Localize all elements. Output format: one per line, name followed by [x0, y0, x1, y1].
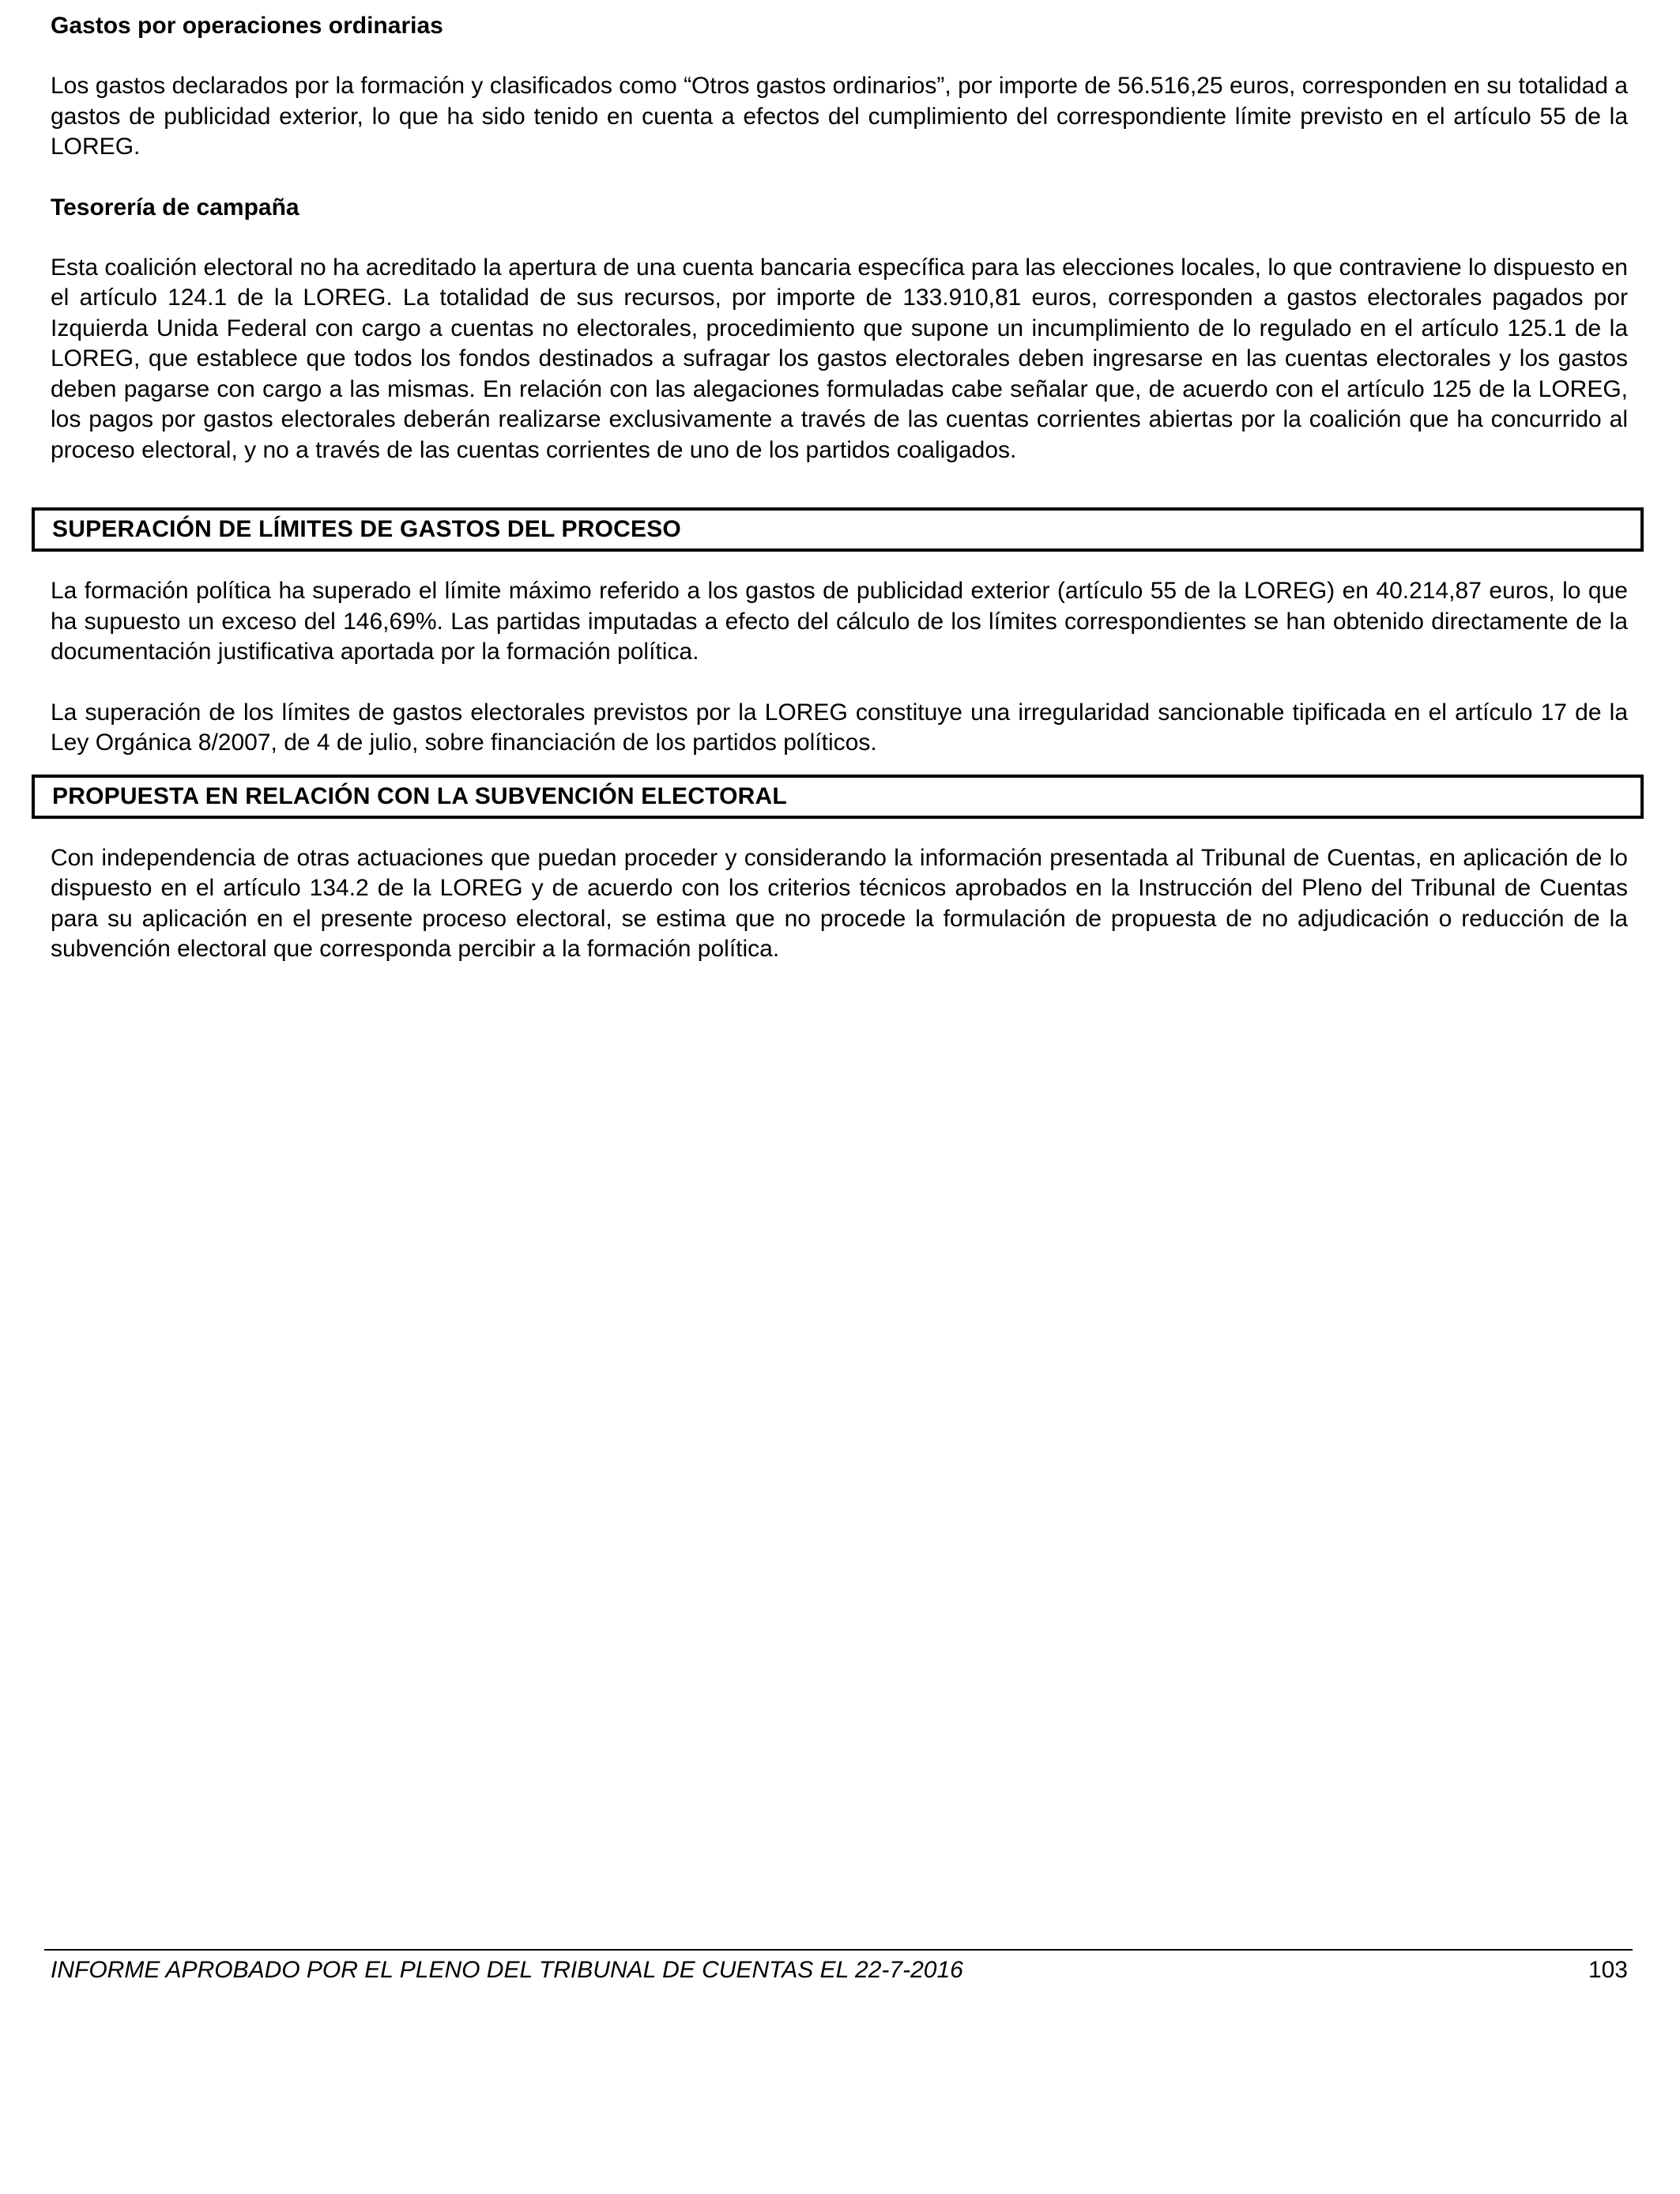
- spacer: [51, 552, 1628, 576]
- page-footer: [44, 1949, 1633, 1984]
- paragraph-propuesta: Con independencia de otras actuaciones que puedan proceder y considerando la información presentada al Tribunal de Cuentas, en aplicación de lo dispuesto en el artículo 134.2 de la LOREG y de acuerdo con los criterios técnicos aprobados en la Instrucción del Pleno del Tribunal de Cuentas para su aplicación en el presente proceso electoral, se estima que no procede la formulación de propuesta de no adjudicación o reducción de la subvención electoral que corresponda percibir a la formación política.: [51, 844, 1628, 962]
- footer-report-text: INFORME APROBADO POR EL PLENO DEL TRIBUNAL DE CUENTAS EL 22-7-2016: [51, 1957, 963, 1983]
- page-content: [51, 11, 1628, 965]
- paragraph-gastos-ordinarios: Los gastos declarados por la formación y clasificados como “Otros gastos ordinarios”, por importe de 56.516,25 euros, corresponden en su totalidad a gastos de publicidad exterior, lo que ha sido tenido en cuenta a efectos del cumplimiento del correspondiente límite previsto en el artículo 55 de la LOREG.: [51, 73, 1628, 160]
- section-box-propuesta: [32, 775, 1644, 819]
- section-title-limites: SUPERACIÓN DE LÍMITES DE GASTOS DEL PROCESO: [52, 516, 681, 542]
- paragraph-limites-1: La formación política ha superado el límite máximo referido a los gastos de publicidad exterior (artículo 55 de la LOREG) en 40.214,87 euros, lo que ha supuesto un exceso del 146,69%. Las partidas imputadas a efecto del cálculo de los límites correspondientes se han obtenido directamente de la documentación justificativa aportada por la formación política.: [51, 578, 1628, 665]
- section-box-limites: [32, 507, 1644, 552]
- spacer: [51, 759, 1628, 775]
- paragraph-limites-2: La superación de los límites de gastos electorales previstos por la LOREG constituye una irregularidad sancionable tipificada en el artículo 17 de la Ley Orgánica 8/2007, de 4 de julio, sobre financiación de los partidos políticos.: [51, 699, 1628, 756]
- heading-gastos-ordinarios: Gastos por operaciones ordinarias: [51, 13, 443, 39]
- paragraph-tesoreria: Esta coalición electoral no ha acreditado la apertura de una cuenta bancaria específica para las elecciones locales, lo que contraviene lo dispuesto en el artículo 124.1 de la LOREG. La totalidad de sus recursos, por importe de 133.910,81 euros, corresponden a gastos electorales pagados por Izquierda Unida Federal con cargo a cuentas no electorales, procedimiento que supone un incumplimiento de lo regulado en el artículo 125.1 de la LOREG, que establece que todos los fondos destinados a sufragar los gastos electorales deben ingresarse en las cuentas electorales y los gastos deben pagarse con cargo a las mismas. En relación con las alegaciones formuladas cabe señalar que, de acuerdo con el artículo 125 de la LOREG, los pagos por gastos electorales deberán realizarse exclusivamente a través de las cuentas corrientes abiertas por la coalición que ha concurrido al proceso electoral, y no a través de las cuentas corrientes de uno de los partidos coaligados.: [51, 254, 1628, 463]
- spacer: [51, 668, 1628, 698]
- page-number: 103: [1588, 1957, 1628, 1983]
- spacer: [51, 466, 1628, 507]
- heading-tesoreria: Tesorería de campaña: [51, 194, 299, 221]
- footer-row: [44, 1951, 1633, 1984]
- spacer: [51, 163, 1628, 193]
- spacer: [51, 819, 1628, 843]
- section-title-propuesta: PROPUESTA EN RELACIÓN CON LA SUBVENCIÓN ELECTORAL: [52, 782, 787, 809]
- spacer: [51, 223, 1628, 253]
- spacer: [51, 41, 1628, 71]
